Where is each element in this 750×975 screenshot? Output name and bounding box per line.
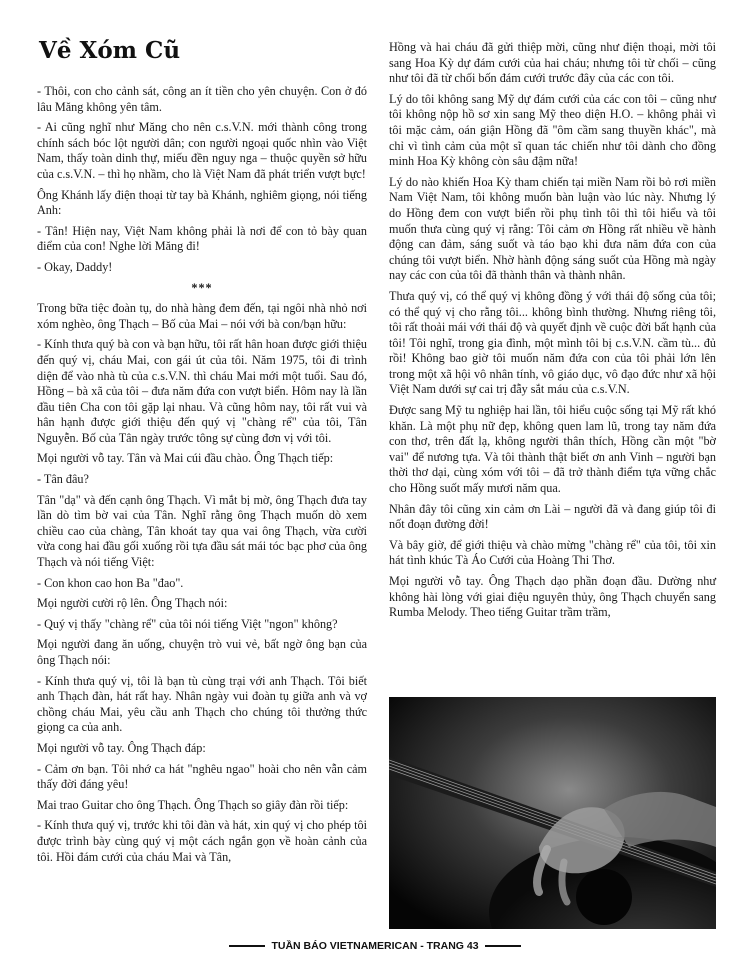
paragraph: - Thôi, con cho cảnh sát, công an ít tiền cho yên chuyện. Con ở đó lâu Măng không yên tâm.: [37, 84, 367, 114]
paragraph: Lý do nào khiến Hoa Kỳ tham chiến tại miền Nam rồi bỏ rơi miền Nam Việt Nam, tôi không muốn bàn luận vào lúc này. Nhưng lý do Hồng đem con vượt biển rồi phụ tình tôi thì tôi hiểu và tôi muốn thưa cùng quý vị rằng: Tôi cảm ơn Hồng rất nhiều về hành động can đảm, sáng suốt và táo bạo khi đưa năm đứa con của chúng tôi vượt biển. Nhờ hành động sáng suốt của Hồng mà ngày nay các con của tôi đã thành thân và thành nhân.: [389, 174, 716, 283]
paragraph: Mọi người đang ăn uống, chuyện trò vui vẻ, bất ngờ ông bạn của ông Thạch nói:: [37, 637, 367, 667]
footer-rule-right: [485, 945, 521, 947]
paragraph: Thưa quý vị, có thể quý vị không đồng ý với thái độ sống của tôi; có thể quý vị cho rằng tôi... không bình thường. Nhưng riêng tôi, tôi rất thoải mái với thái độ và quyết định về cuộc đời bất hạnh của tôi! Tôi nghĩ, trong gia đình, một mình tôi bị c.s.V.N. cầm tù... đủ rồi! Không bao giờ tôi muốn năm đứa con của tôi phải lớn lên trong một xã hội vô nhân tính, vô giáo dục, vô đạo đức như xã hội Việt Nam dưới sự cai trị đẫy sắt máu của c.s.V.N.: [389, 288, 716, 397]
paragraph: Mọi người vỗ tay. Ông Thạch đáp:: [37, 740, 206, 755]
paragraph: Và bây giờ, để giới thiệu và chào mừng "chàng rể" của tôi, tôi xin hát tình khúc Tà Áo Cưới của Hoàng Thi Thơ.: [389, 537, 716, 568]
footer-rule-left: [229, 945, 265, 947]
paragraph: - Quý vị thấy "chàng rể" của tôi nói tiếng Việt "ngon" không?: [37, 616, 338, 631]
paragraph: - Cảm ơn bạn. Tôi nhớ ca hát "nghêu ngao" hoài cho nên vẫn cảm thấy đời đáng yêu!: [37, 761, 367, 792]
page-footer: [0, 938, 750, 954]
footer-text: TUẦN BÁO VIETNAMERICAN - TRANG 43: [271, 940, 479, 952]
paragraph: - Con khon cao hon Ba "đao".: [37, 575, 184, 590]
paragraph: - Kính thưa quý vị, trước khi tôi đàn và hát, xin quý vị cho phép tôi được trình bày cùng quý vị một cách ngắn gọn về hoàn cảnh của tôi. Hồi đám cưới của cháu Mai và Tân,: [37, 818, 367, 864]
right-column: [389, 40, 716, 626]
paragraph: Mọi người cười rộ lên. Ông Thạch nói:: [37, 596, 228, 611]
paragraph: - Kính thưa quý vị, tôi là bạn tù cùng trại với anh Thạch. Tôi biết anh Thạch đàn, hát rất hay. Nhân ngày vui đoàn tụ giữa anh và vợ chồng cháu Mai, yêu cầu anh Thạch cho chúng tôi thưởng thức giọng ca của anh.: [37, 673, 367, 735]
paragraph: - Ai cũng nghĩ như Măng cho nên c.s.V.N. mới thành công trong chính sách bóc lột người dân; con người ngoại quốc nhìn vào Việt Nam, thấy toàn dinh thự, miếu đền nguy nga – thuộc quyền sở hữu của c.s.V.N. – thì họ nhầm, cho là Việt Nam đã phát triển vượt bực!: [37, 120, 367, 181]
guitar-photo: [389, 697, 716, 929]
paragraph: Nhân đây tôi cũng xin cảm ơn Lài – người đã và đang giúp tôi đi nốt đoạn đường đời!: [389, 501, 716, 532]
paragraph: Hồng và hai cháu đã gửi thiệp mời, cũng như điện thoại, mời tôi sang Hoa Kỳ dự đám cưới của hai cháu; nhưng tôi từ chối – cũng như tôi đã từ chối bốn đám cưới trước đây của các con tôi.: [389, 40, 716, 86]
paragraph: Mọi người vỗ tay. Tân và Mai cúi đầu chào. Ông Thạch tiếp:: [37, 451, 334, 466]
paragraph: - Tân! Hiện nay, Việt Nam không phải là nơi để con tỏ bày quan điểm của con! Nghe lời Măng đi!: [37, 223, 367, 254]
paragraph: Mọi người vỗ tay. Ông Thạch dạo phần đoạn đầu. Dường như không hài lòng với giai điệu nguyên thủy, ông Thạch chuyển sang Rumba Melody. Theo tiếng Guitar trầm trầm,: [389, 574, 716, 620]
section-separator: ***: [191, 280, 213, 295]
article-title: Về Xóm Cũ: [39, 37, 181, 64]
paragraph: Ông Khánh lấy điện thoại từ tay bà Khánh, nghiêm giọng, nói tiếng Anh:: [37, 187, 367, 218]
paragraph: - Okay, Daddy!: [37, 259, 113, 274]
guitar-illustration: [389, 697, 716, 929]
paragraph: Được sang Mỹ tu nghiệp hai lần, tôi hiểu cuộc sống tại Mỹ rất khó khăn. Là một phụ nữ đẹp, không quen lam lũ, trong tay năm đứa con thơ, trên đất lạ, không người thân thích, Hồng cần một "bờ vai" để nương tựa. Và tôi thành thật biết ơn anh Vinh – người bạn thời thơ dại, cùng xóm với tôi – đã trở thành điểm tựa vững chắc cho Hồng suốt mấy mươi năm qua.: [389, 403, 716, 496]
paragraph: - Tân đâu?: [37, 472, 89, 487]
paragraph: Mai trao Guitar cho ông Thạch. Ông Thạch so giây đàn rồi tiếp:: [37, 797, 349, 812]
left-column: [37, 36, 367, 870]
paragraph: Trong bữa tiệc đoàn tụ, do nhà hàng đem đến, tại ngôi nhà nhỏ nơi xóm nghèo, ông Thạch – Bố của Mai – nói với bà con/bạn hữu:: [37, 301, 367, 331]
paragraph: Lý do tôi không sang Mỹ dự đám cưới của các con tôi – cũng như tôi không nộp hồ sơ xin sang Mỹ theo diện H.O. – không phải vì tôi mặc cảm, oán giận Hồng đã "ôm cầm sang thuyền khác", mà chỉ vì tình cảm của một sĩ quan tác chiến như tôi dành cho đồng minh Hoa Kỳ không còn sâu đậm nữa!: [389, 91, 716, 169]
paragraph: - Kính thưa quý bà con và bạn hữu, tôi rất hân hoan được giới thiệu đến quý vị, cháu Mai, con gái út của tôi. Năm 1975, tôi đi trình diện để vào nhà tù của c.s.V.N. thì cháu Mai mới một tuổi. Sau đó, Hồng – bà xã của tôi – đưa năm đứa con vượt biển. Hôm nay là lần đầu tiên Cha con tôi gặp lại nhau. Và cũng hôm nay, tôi rất vui và hân hạnh được giới thiệu đến quý vị "chàng rể" của tôi, Tân Nguyễn. Bố của Tân ngày trước tông sự cùng đơn vị với tôi.: [37, 337, 367, 445]
paragraph: Tân "dạ" và đến cạnh ông Thạch. Vì mắt bị mờ, ông Thạch đưa tay lần dò tìm bờ vai của Tân. Nghĩ rằng ông Thạch muốn dò xem chiều cao của chàng, Tân khoát tay qua vai ông Thạch, vừa cười vừa cong hai đầu gối xuống rồi tựa đầu sát mái tóc bạc phơ của ông Thạch và nói tiếng Việt:: [37, 492, 368, 570]
